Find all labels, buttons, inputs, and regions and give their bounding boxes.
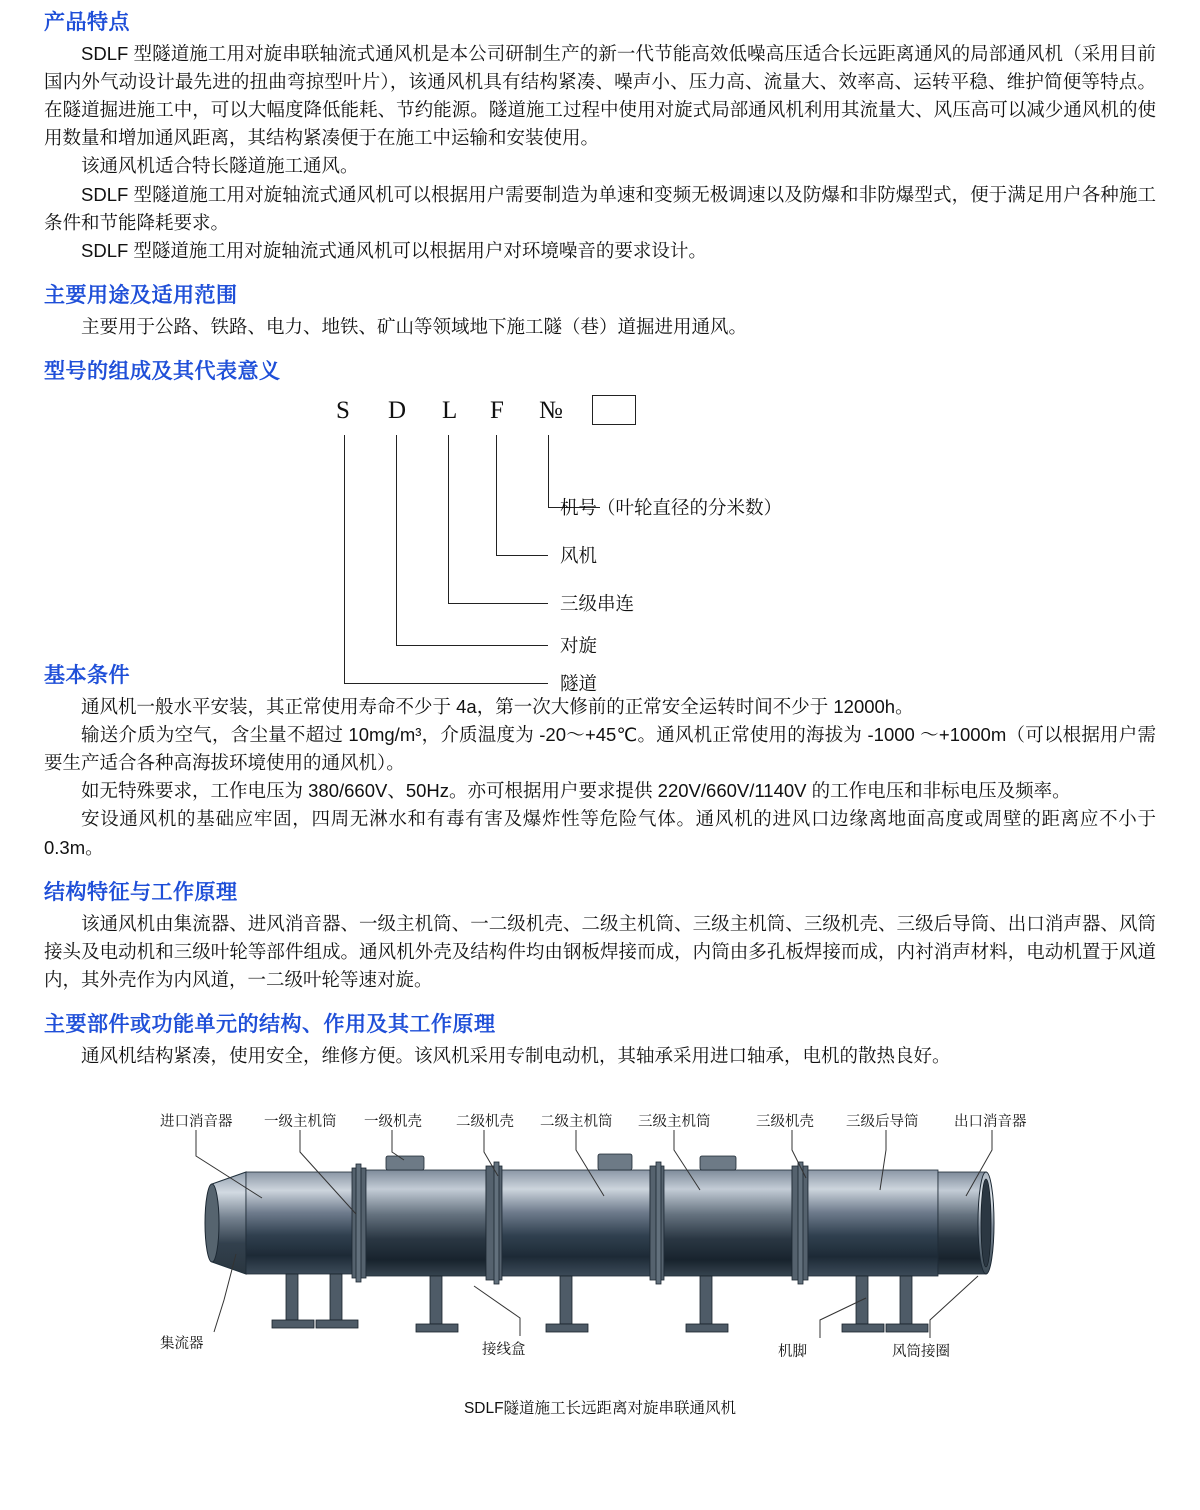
paragraph-basic-4: 安设通风机的基础应牢固，四周无淋水和有毒有害及爆炸性等危险气体。通风机的进风口边缘离地面高度或周壁的距离应不小于 0.3m。	[44, 808, 1156, 858]
model-line-f	[496, 435, 497, 555]
paragraph-features-1: SDLF 型隧道施工用对旋串联轴流式通风机是本公司研制生产的新一代节能高效低噪高压适合长远距离通风的局部通风机（采用目前国内外气动设计最先进的扭曲弯掠型叶片），该通风机具有结构紧凑、噪声小、压力高、流量大、效率高、运转平稳、维护简便等特点。在隧道掘进施工中，可以大幅度降低能耗、节约能源。隧道施工过程中使用对旋式局部通风机利用其流量大、风压高可以减少通风机的使用数量和增加通风距离，其结构紧凑便于在施工中运输和安装使用。	[44, 43, 1156, 149]
spacer	[44, 994, 1156, 1008]
model-line-d	[396, 435, 397, 645]
model-hline-f	[496, 555, 548, 556]
model-line-no	[548, 435, 549, 507]
model-label-4: 隧道	[560, 672, 598, 694]
fig-label-stage3-casing: 三级机壳	[756, 1114, 814, 1131]
fig-label-stage2-casing: 二级机壳	[456, 1114, 514, 1131]
fan-assembly-drawing	[0, 1086, 1200, 1416]
model-letter-s: S	[336, 396, 351, 424]
section-heading-features: 产品特点	[44, 11, 130, 34]
figure-caption: SDLF隧道施工长远距离对旋串联通风机	[463, 1400, 737, 1418]
fig-label-stage1-barrel: 一级主机筒	[264, 1114, 337, 1131]
paragraph-features-4: SDLF 型隧道施工用对旋轴流式通风机可以根据用户对环境噪音的要求设计。	[81, 239, 707, 261]
model-number-box[interactable]	[592, 395, 636, 425]
paragraph-basic-2: 输送介质为空气，含尘量不超过 10mg/m³，介质温度为 -20～+45℃。通风机正常使用的海拔为 -1000 ～+1000m（可以根据用户需要生产适合各种高海拔环境使用的通风机）。	[44, 724, 1156, 774]
paragraph-features-3: SDLF 型隧道施工用对旋轴流式通风机可以根据用户需要制造为单速和变频无极调速以及防爆和非防爆型式，便于满足用户各种施工条件和节能降耗要求。	[44, 183, 1156, 233]
model-letter-l: L	[442, 396, 459, 424]
model-label-1: 风机	[560, 544, 598, 566]
spacer	[44, 862, 1156, 876]
model-hline-l	[448, 603, 548, 604]
section-heading-parts: 主要部件或功能单元的结构、作用及其工作原理	[44, 1012, 496, 1036]
model-label-2: 三级串连	[560, 592, 635, 614]
fig-label-stage1-casing: 一级机壳	[364, 1114, 422, 1131]
fig-label-machine-feet: 机脚	[778, 1344, 807, 1361]
model-hline-d	[396, 645, 548, 646]
fig-label-inlet-silencer: 进口消音器	[160, 1114, 233, 1131]
paragraph-parts-1: 通风机结构紧凑，使用安全，维修方便。该风机采用专制电动机，其轴承采用进口轴承，电机的散热良好。	[81, 1044, 951, 1066]
fig-label-stage2-barrel: 二级主机筒	[540, 1114, 613, 1131]
paragraph-basic-3: 如无特殊要求，工作电压为 380/660V、50Hz。亦可根据用户要求提供 220V/660V/1140V 的工作电压和非标电压及频率。	[81, 780, 1071, 802]
fig-label-stage3-barrel: 三级主机筒	[638, 1114, 711, 1131]
fan-assembly-figure	[0, 1086, 1200, 1416]
model-label-0: 机号（叶轮直径的分米数）	[560, 496, 783, 518]
model-letter-no: №	[539, 396, 564, 424]
fig-label-duct-ring: 风筒接圈	[892, 1344, 950, 1361]
paragraph-basic-1: 通风机一般水平安装，其正常使用寿命不少于 4a，第一次大修前的正常安全运转时间不少于 12000h。	[81, 695, 914, 717]
model-hline-s	[344, 683, 548, 684]
fig-label-collector: 集流器	[160, 1336, 204, 1353]
paragraph-features-2: 该通风机适合特长隧道施工通风。	[81, 155, 359, 177]
section-heading-model: 型号的组成及其代表意义	[44, 359, 281, 383]
section-heading-usage: 主要用途及适用范围	[44, 283, 238, 307]
fig-label-outlet-silencer: 出口消音器	[954, 1114, 1027, 1131]
section-heading-structure: 结构特征与工作原理	[44, 880, 238, 904]
fig-label-junction-box: 接线盒	[482, 1342, 526, 1359]
model-letter-f: F	[490, 396, 505, 424]
spacer	[44, 265, 1156, 279]
spacer	[44, 341, 1156, 355]
model-line-l	[448, 435, 449, 603]
paragraph-structure-1: 该通风机由集流器、进风消音器、一级主机筒、一二级机壳、二级主机筒、三级主机筒、三级机壳、三级后导筒、出口消声器、风筒接头及电动机和三级叶轮等部件组成。通风机外壳及结构件均由钢板焊接而成，内筒由多孔板焊接而成，内衬消声材料，电动机置于风道内，其外壳作为内风道，一二级叶轮等速对旋。	[44, 912, 1156, 990]
fig-label-stage3-rear-duct: 三级后导筒	[846, 1114, 919, 1131]
model-label-3: 对旋	[560, 634, 598, 656]
model-line-s	[344, 435, 345, 683]
paragraph-usage-1: 主要用于公路、铁路、电力、地铁、矿山等领域地下施工隧（巷）道掘进用通风。	[81, 315, 748, 337]
section-heading-basic: 基本条件	[44, 663, 130, 687]
model-letter-d: D	[388, 396, 408, 424]
